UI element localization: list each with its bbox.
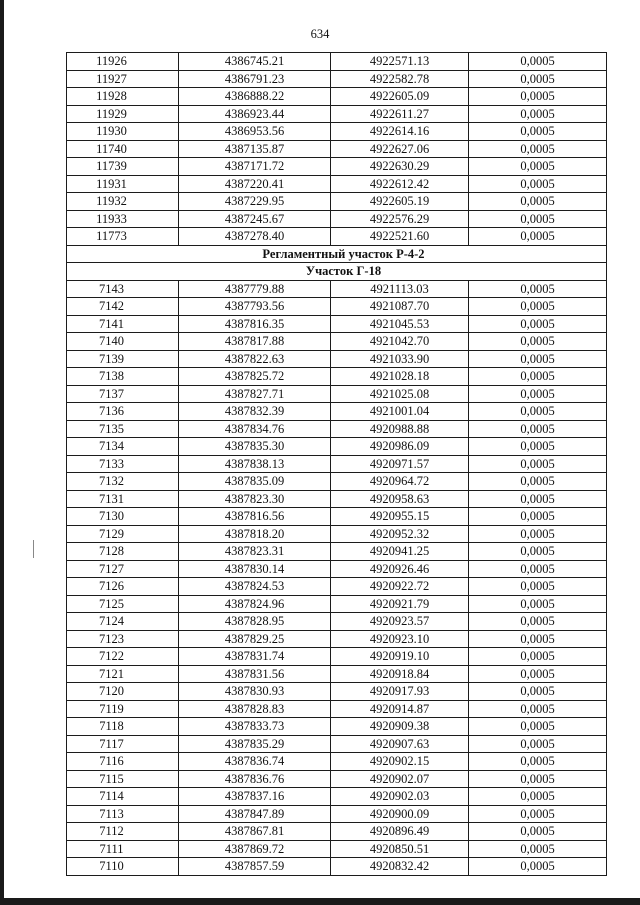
error-cell: 0,0005 [469,70,607,88]
point-number-cell: 7139 [67,350,179,368]
table-row [67,350,607,368]
y-coordinate-cell: 4920907.63 [331,735,469,753]
point-number-cell: 11933 [67,210,179,228]
point-number-cell: 11929 [67,105,179,123]
x-coordinate-cell: 4387869.72 [179,840,331,858]
y-coordinate-cell: 4920917.93 [331,683,469,701]
point-number-cell: 7120 [67,683,179,701]
point-number-cell: 7128 [67,543,179,561]
point-number-cell: 7142 [67,298,179,316]
x-coordinate-cell: 4386745.21 [179,53,331,71]
point-number-cell: 7111 [67,840,179,858]
x-coordinate-cell: 4387823.31 [179,543,331,561]
error-cell: 0,0005 [469,858,607,876]
y-coordinate-cell: 4920971.57 [331,455,469,473]
y-coordinate-cell: 4920902.03 [331,788,469,806]
error-cell: 0,0005 [469,595,607,613]
point-number-cell: 7118 [67,718,179,736]
point-number-cell: 7134 [67,438,179,456]
point-number-cell: 7115 [67,770,179,788]
error-cell: 0,0005 [469,700,607,718]
y-coordinate-cell: 4922612.42 [331,175,469,193]
table-row [67,333,607,351]
y-coordinate-cell: 4920922.72 [331,578,469,596]
error-cell: 0,0005 [469,823,607,841]
error-cell: 0,0005 [469,508,607,526]
table-row [67,770,607,788]
x-coordinate-cell: 4387832.39 [179,403,331,421]
point-number-cell: 7135 [67,420,179,438]
point-number-cell: 7116 [67,753,179,771]
x-coordinate-cell: 4387245.67 [179,210,331,228]
point-number-cell: 7112 [67,823,179,841]
x-coordinate-cell: 4387827.71 [179,385,331,403]
y-coordinate-cell: 4922571.13 [331,53,469,71]
table-row [67,578,607,596]
point-number-cell: 7136 [67,403,179,421]
error-cell: 0,0005 [469,175,607,193]
y-coordinate-cell: 4922605.09 [331,88,469,106]
error-cell: 0,0005 [469,403,607,421]
y-coordinate-cell: 4920921.79 [331,595,469,613]
point-number-cell: 7110 [67,858,179,876]
table-row [67,140,607,158]
x-coordinate-cell: 4387857.59 [179,858,331,876]
error-cell: 0,0005 [469,158,607,176]
table-row [67,630,607,648]
table-row [67,595,607,613]
y-coordinate-cell: 4921042.70 [331,333,469,351]
x-coordinate-cell: 4387830.93 [179,683,331,701]
y-coordinate-cell: 4920958.63 [331,490,469,508]
y-coordinate-cell: 4920914.87 [331,700,469,718]
table-row [67,455,607,473]
table-row [67,805,607,823]
point-number-cell: 11926 [67,53,179,71]
x-coordinate-cell: 4387171.72 [179,158,331,176]
table-row [67,648,607,666]
error-cell: 0,0005 [469,193,607,211]
x-coordinate-cell: 4386888.22 [179,88,331,106]
x-coordinate-cell: 4387779.88 [179,280,331,298]
x-coordinate-cell: 4387833.73 [179,718,331,736]
x-coordinate-cell: 4387825.72 [179,368,331,386]
x-coordinate-cell: 4387823.30 [179,490,331,508]
point-number-cell: 7125 [67,595,179,613]
x-coordinate-cell: 4387838.13 [179,455,331,473]
table-row [67,508,607,526]
table-row [67,368,607,386]
point-number-cell: 7113 [67,805,179,823]
scan-edge-bottom [0,898,640,905]
table-row [67,403,607,421]
error-cell: 0,0005 [469,315,607,333]
table-row [67,735,607,753]
point-number-cell: 7117 [67,735,179,753]
scan-edge-left [0,0,4,905]
table-row [67,175,607,193]
error-cell: 0,0005 [469,613,607,631]
y-coordinate-cell: 4920900.09 [331,805,469,823]
page-number: 634 [310,27,330,41]
y-coordinate-cell: 4921025.08 [331,385,469,403]
x-coordinate-cell: 4387824.96 [179,595,331,613]
table-row [67,543,607,561]
y-coordinate-cell: 4920896.49 [331,823,469,841]
table-row [67,788,607,806]
error-cell: 0,0005 [469,840,607,858]
coordinates-table [66,52,607,876]
point-number-cell: 11739 [67,158,179,176]
table-row [67,823,607,841]
point-number-cell: 7140 [67,333,179,351]
error-cell: 0,0005 [469,490,607,508]
point-number-cell: 11740 [67,140,179,158]
error-cell: 0,0005 [469,665,607,683]
x-coordinate-cell: 4387831.56 [179,665,331,683]
y-coordinate-cell: 4920988.88 [331,420,469,438]
error-cell: 0,0005 [469,123,607,141]
table-row [67,613,607,631]
point-number-cell: 11773 [67,228,179,246]
x-coordinate-cell: 4387816.56 [179,508,331,526]
table-row [67,53,607,71]
error-cell: 0,0005 [469,88,607,106]
error-cell: 0,0005 [469,280,607,298]
y-coordinate-cell: 4921028.18 [331,368,469,386]
error-cell: 0,0005 [469,228,607,246]
table-row [67,665,607,683]
x-coordinate-cell: 4387818.20 [179,525,331,543]
point-number-cell: 7130 [67,508,179,526]
point-number-cell: 11932 [67,193,179,211]
error-cell: 0,0005 [469,805,607,823]
x-coordinate-cell: 4387822.63 [179,350,331,368]
point-number-cell: 7141 [67,315,179,333]
error-cell: 0,0005 [469,105,607,123]
y-coordinate-cell: 4920850.51 [331,840,469,858]
error-cell: 0,0005 [469,455,607,473]
y-coordinate-cell: 4920952.32 [331,525,469,543]
error-cell: 0,0005 [469,648,607,666]
scan-artifact [33,540,34,558]
table-body-section-a [67,53,607,246]
point-number-cell: 7122 [67,648,179,666]
x-coordinate-cell: 4387835.09 [179,473,331,491]
point-number-cell: 7119 [67,700,179,718]
point-number-cell: 7129 [67,525,179,543]
table-row [67,123,607,141]
error-cell: 0,0005 [469,368,607,386]
subsection-title: Участок Г-18 [67,263,607,281]
table-row [67,840,607,858]
table-row [67,525,607,543]
x-coordinate-cell: 4387824.53 [179,578,331,596]
table-row [67,298,607,316]
x-coordinate-cell: 4387847.89 [179,805,331,823]
y-coordinate-cell: 4920955.15 [331,508,469,526]
y-coordinate-cell: 4922611.27 [331,105,469,123]
section-title-row [67,245,607,263]
table-row [67,473,607,491]
error-cell: 0,0005 [469,770,607,788]
error-cell: 0,0005 [469,718,607,736]
y-coordinate-cell: 4920909.38 [331,718,469,736]
y-coordinate-cell: 4920923.10 [331,630,469,648]
error-cell: 0,0005 [469,525,607,543]
error-cell: 0,0005 [469,333,607,351]
table-row [67,700,607,718]
table-row [67,490,607,508]
y-coordinate-cell: 4920941.25 [331,543,469,561]
table-row [67,560,607,578]
x-coordinate-cell: 4387793.56 [179,298,331,316]
x-coordinate-cell: 4387828.83 [179,700,331,718]
y-coordinate-cell: 4920902.07 [331,770,469,788]
y-coordinate-cell: 4920832.42 [331,858,469,876]
table-row [67,718,607,736]
y-coordinate-cell: 4921033.90 [331,350,469,368]
x-coordinate-cell: 4387834.76 [179,420,331,438]
x-coordinate-cell: 4387229.95 [179,193,331,211]
y-coordinate-cell: 4921113.03 [331,280,469,298]
y-coordinate-cell: 4922582.78 [331,70,469,88]
y-coordinate-cell: 4921001.04 [331,403,469,421]
section-title: Регламентный участок Р-4-2 [67,245,607,263]
y-coordinate-cell: 4920918.84 [331,665,469,683]
point-number-cell: 7123 [67,630,179,648]
y-coordinate-cell: 4920923.57 [331,613,469,631]
table-row [67,420,607,438]
table-row [67,858,607,876]
error-cell: 0,0005 [469,438,607,456]
y-coordinate-cell: 4920926.46 [331,560,469,578]
y-coordinate-cell: 4922576.29 [331,210,469,228]
point-number-cell: 7143 [67,280,179,298]
x-coordinate-cell: 4387835.29 [179,735,331,753]
point-number-cell: 11927 [67,70,179,88]
point-number-cell: 7114 [67,788,179,806]
y-coordinate-cell: 4920902.15 [331,753,469,771]
point-number-cell: 7124 [67,613,179,631]
table-row [67,280,607,298]
x-coordinate-cell: 4387831.74 [179,648,331,666]
point-number-cell: 7138 [67,368,179,386]
table-row [67,438,607,456]
point-number-cell: 7133 [67,455,179,473]
table-row [67,105,607,123]
error-cell: 0,0005 [469,543,607,561]
point-number-cell: 11931 [67,175,179,193]
table-body-section-b [67,280,607,875]
error-cell: 0,0005 [469,753,607,771]
x-coordinate-cell: 4386791.23 [179,70,331,88]
table-row [67,228,607,246]
x-coordinate-cell: 4386923.44 [179,105,331,123]
point-number-cell: 7121 [67,665,179,683]
subsection-title-row [67,263,607,281]
point-number-cell: 7131 [67,490,179,508]
table-section-header [67,245,607,280]
x-coordinate-cell: 4387835.30 [179,438,331,456]
y-coordinate-cell: 4920964.72 [331,473,469,491]
table-row [67,70,607,88]
x-coordinate-cell: 4387828.95 [179,613,331,631]
error-cell: 0,0005 [469,630,607,648]
x-coordinate-cell: 4387135.87 [179,140,331,158]
x-coordinate-cell: 4387220.41 [179,175,331,193]
table-row [67,88,607,106]
error-cell: 0,0005 [469,473,607,491]
y-coordinate-cell: 4922521.60 [331,228,469,246]
x-coordinate-cell: 4387830.14 [179,560,331,578]
table-row [67,753,607,771]
point-number-cell: 7132 [67,473,179,491]
y-coordinate-cell: 4922605.19 [331,193,469,211]
table-row [67,683,607,701]
error-cell: 0,0005 [469,683,607,701]
error-cell: 0,0005 [469,560,607,578]
error-cell: 0,0005 [469,210,607,228]
point-number-cell: 11930 [67,123,179,141]
point-number-cell: 7127 [67,560,179,578]
x-coordinate-cell: 4387836.74 [179,753,331,771]
table-row [67,193,607,211]
error-cell: 0,0005 [469,578,607,596]
x-coordinate-cell: 4387816.35 [179,315,331,333]
y-coordinate-cell: 4920919.10 [331,648,469,666]
x-coordinate-cell: 4387867.81 [179,823,331,841]
error-cell: 0,0005 [469,298,607,316]
y-coordinate-cell: 4921087.70 [331,298,469,316]
x-coordinate-cell: 4387829.25 [179,630,331,648]
error-cell: 0,0005 [469,53,607,71]
table-row [67,158,607,176]
error-cell: 0,0005 [469,788,607,806]
x-coordinate-cell: 4387278.40 [179,228,331,246]
y-coordinate-cell: 4922630.29 [331,158,469,176]
point-number-cell: 7137 [67,385,179,403]
error-cell: 0,0005 [469,735,607,753]
y-coordinate-cell: 4922614.16 [331,123,469,141]
point-number-cell: 11928 [67,88,179,106]
table-row [67,315,607,333]
x-coordinate-cell: 4387817.88 [179,333,331,351]
y-coordinate-cell: 4920986.09 [331,438,469,456]
y-coordinate-cell: 4921045.53 [331,315,469,333]
table-row [67,210,607,228]
point-number-cell: 7126 [67,578,179,596]
x-coordinate-cell: 4386953.56 [179,123,331,141]
error-cell: 0,0005 [469,420,607,438]
x-coordinate-cell: 4387836.76 [179,770,331,788]
y-coordinate-cell: 4922627.06 [331,140,469,158]
table-row [67,385,607,403]
error-cell: 0,0005 [469,385,607,403]
x-coordinate-cell: 4387837.16 [179,788,331,806]
error-cell: 0,0005 [469,350,607,368]
error-cell: 0,0005 [469,140,607,158]
